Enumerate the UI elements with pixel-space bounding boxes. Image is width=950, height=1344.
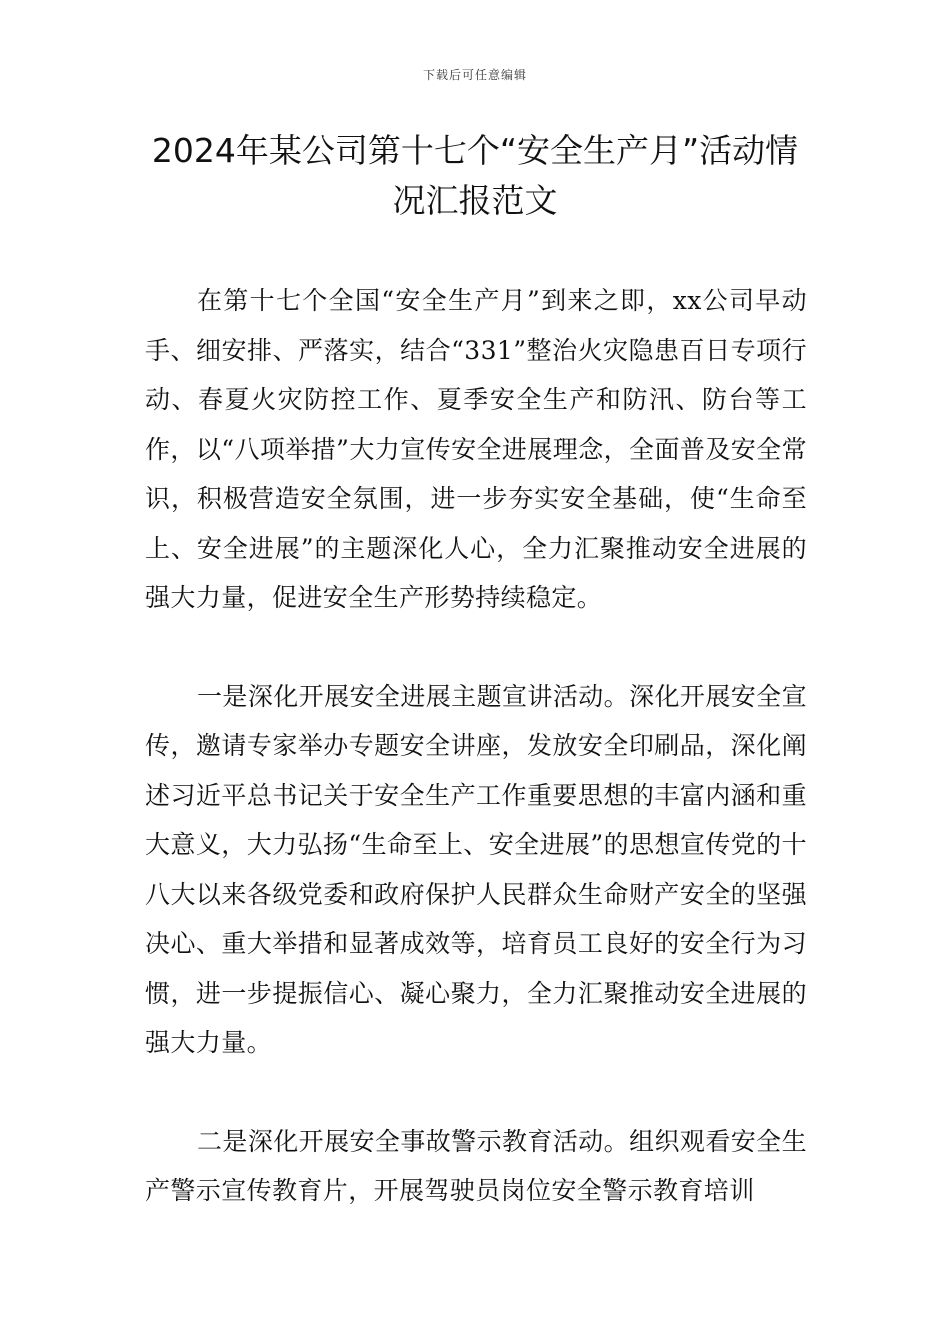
document-title: 2024年某公司第十七个“安全生产月”活动情况汇报范文	[151, 131, 799, 220]
document-body	[145, 276, 807, 1216]
paragraph-measure-2: 二是深化开展安全事故警示教育活动。组织观看安全生产警示宣传教育片，开展驾驶员岗位安全警示教育培训	[145, 1126, 807, 1205]
header-note: 下载后可任意编辑	[422, 68, 527, 82]
paragraph-measure-1: 一是深化开展安全进展主题宣讲活动。深化开展安全宣传，邀请专家举办专题安全讲座，发放安全印刷品，深化阐述习近平总书记关于安全生产工作重要思想的丰富内涵和重大意义，大力弘扬“生命至上、安全进展”的思想宣传党的十八大以来各级党委和政府保护人民群众生命财产安全的坚强决心、重大举措和显著成效等，培育员工良好的安全行为习惯，进一步提振信心、凝心聚力，全力汇聚推动安全进展的强大力量。	[145, 681, 807, 1057]
paragraph-intro: 在第十七个全国“安全生产月”到来之即，xx公司早动手、细安排、严落实，结合“331”整治火灾隐患百日专项行动、春夏火灾防控工作、夏季安全生产和防汛、防台等工作，以“八项举措”大力宣传安全进展理念，全面普及安全常识，积极营造安全氛围，进一步夯实安全基础，使“生命至上、安全进展”的主题深化人心，全力汇聚推动安全进展的强大力量，促进安全生产形势持续稳定。	[145, 286, 807, 612]
